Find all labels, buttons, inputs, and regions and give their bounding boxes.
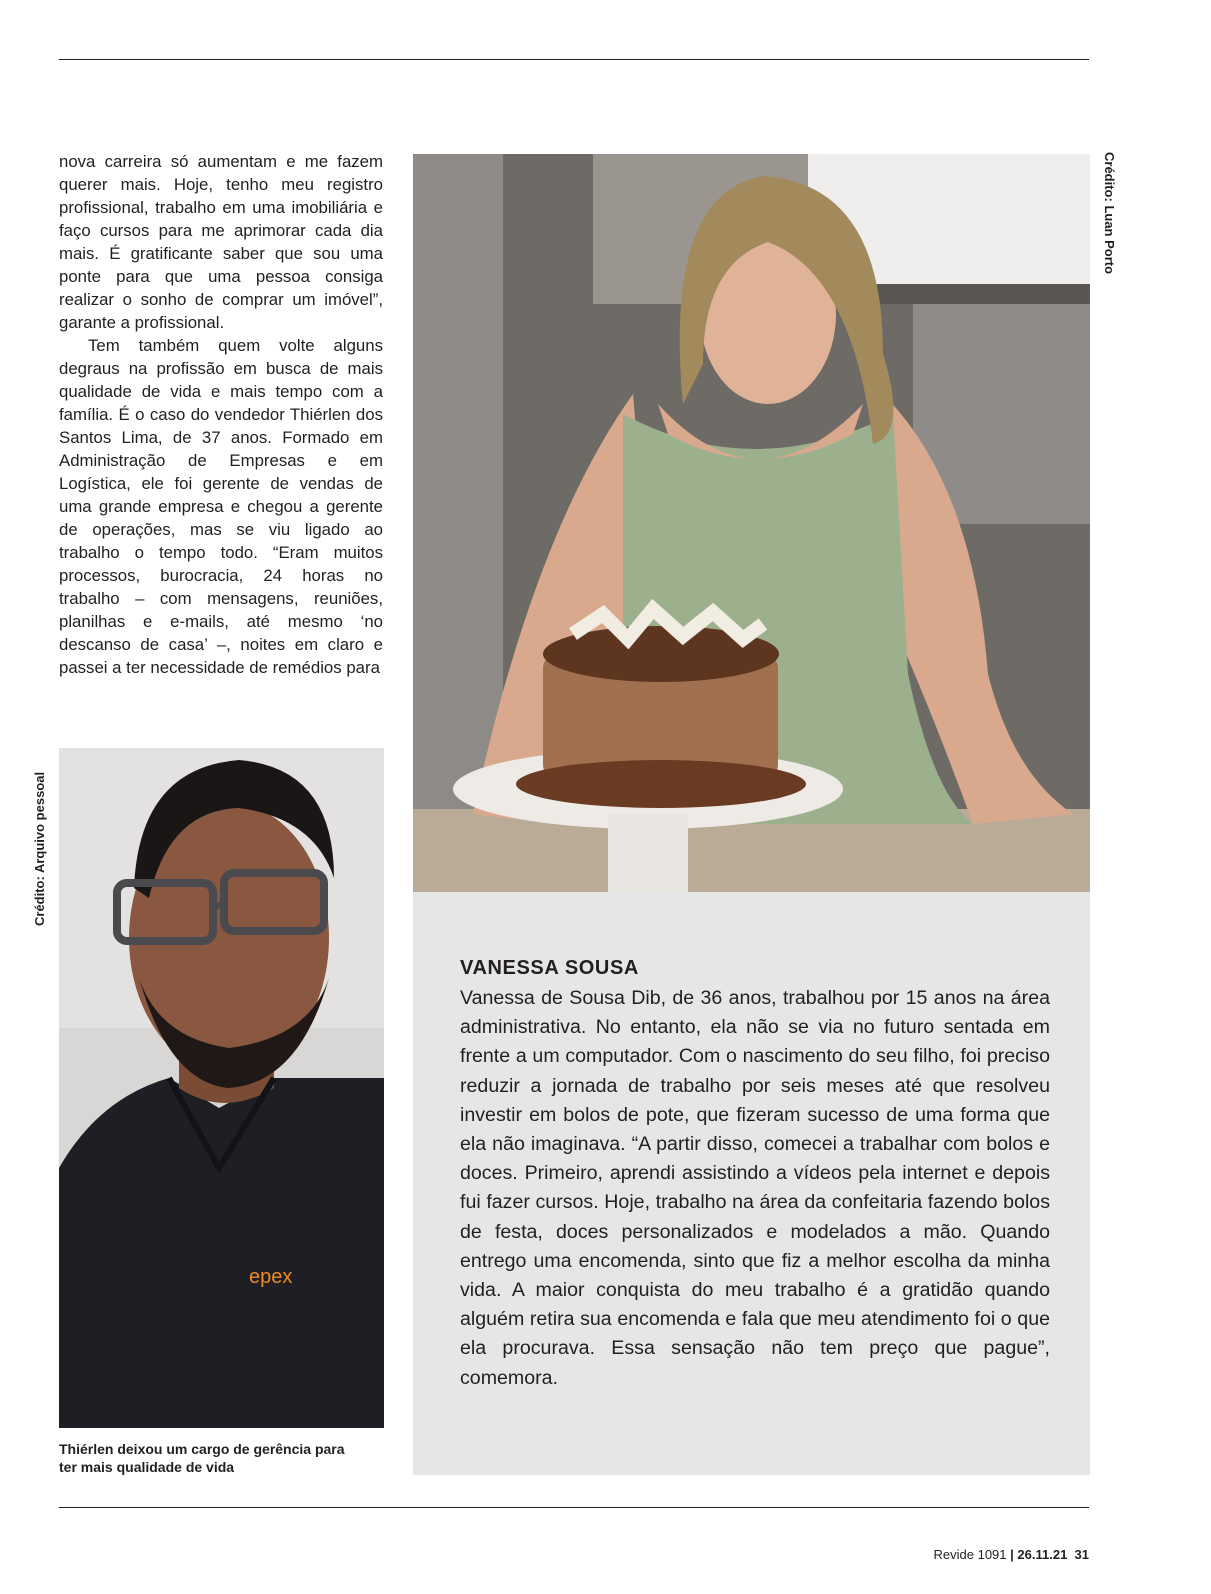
article-paragraph: nova carreira só aumentam e me fazem querer mais. Hoje, tenho meu registro profissional, trabalho em uma imobiliária e faço cursos para me aprimorar cada dia mais. É gratificante saber que sou uma ponte para que uma pessoa consiga realizar o sonho de comprar um imóvel”, garante a profissional. bbox=[59, 152, 383, 332]
issue-date: 26.11.21 bbox=[1017, 1547, 1068, 1562]
profile-body bbox=[460, 984, 1050, 1393]
vanessa-photo bbox=[413, 154, 1090, 892]
bottom-rule bbox=[59, 1507, 1089, 1508]
page-footer bbox=[934, 1547, 1089, 1562]
top-rule bbox=[59, 59, 1089, 60]
page-number: 31 bbox=[1074, 1547, 1089, 1562]
photo-caption: Thiérlen deixou um cargo de gerência para ter mais qualidade de vida bbox=[59, 1441, 345, 1475]
magazine-name: Revide 1091 bbox=[933, 1547, 1007, 1562]
shirt-logo-text: epex bbox=[249, 1266, 293, 1288]
footer-separator: | bbox=[1010, 1547, 1014, 1562]
article-left-column bbox=[59, 150, 383, 679]
article-paragraph: Tem também quem volte alguns degraus na profissão em busca de mais qualidade de vida e mais tempo com a família. É o caso do vendedor Thiérlen dos Santos Lima, de 37 anos. Formado em Administração de Empresas e em Logística, ele foi gerente de vendas de uma grande empresa e chegou a gerente de operações, mas se viu ligado ao trabalho o tempo todo. “Eram muitos processos, burocracia, 24 horas no trabalho – com mensagens, reuniões, planilhas e e-mails, até mesmo ‘no descanso de casa’ –, noites em claro e passei a ter necessidade de remédios para bbox=[59, 336, 383, 677]
profile-paragraph: Vanessa de Sousa Dib, de 36 anos, trabalhou por 15 anos na área administrativa. No entanto, ela não se via no futuro sentada em frente a um computador. Com o nascimento do seu filho, foi preciso reduzir a jornada de trabalho por seis meses até que resolveu investir em bolos de pote, que fizeram sucesso de uma forma que ela não imaginava. “A partir disso, comecei a trabalhar com bolos e doces. Primeiro, aprendi assistindo a vídeos pela internet e depois fui fazer cursos. Hoje, trabalho na área da confeitaria fazendo bolos de festa, doces personalizados e modelados a mão. Quando entrego uma encomenda, sinto que fiz a melhor escolha da minha vida. A maior conquista do meu trabalho é a gratidão quando alguém retira sua encomenda e fala que meu atendimento foi o que ela procurava. Essa sensação não tem preço que pague”, comemora. bbox=[460, 987, 1050, 1389]
thierlen-photo bbox=[59, 748, 384, 1428]
profile-heading: VANESSA SOUSA bbox=[460, 957, 639, 979]
photo-credit-right: Crédito: Luan Porto bbox=[1102, 152, 1117, 275]
photo-credit-left: Crédito: Arquivo pessoal bbox=[32, 771, 47, 926]
